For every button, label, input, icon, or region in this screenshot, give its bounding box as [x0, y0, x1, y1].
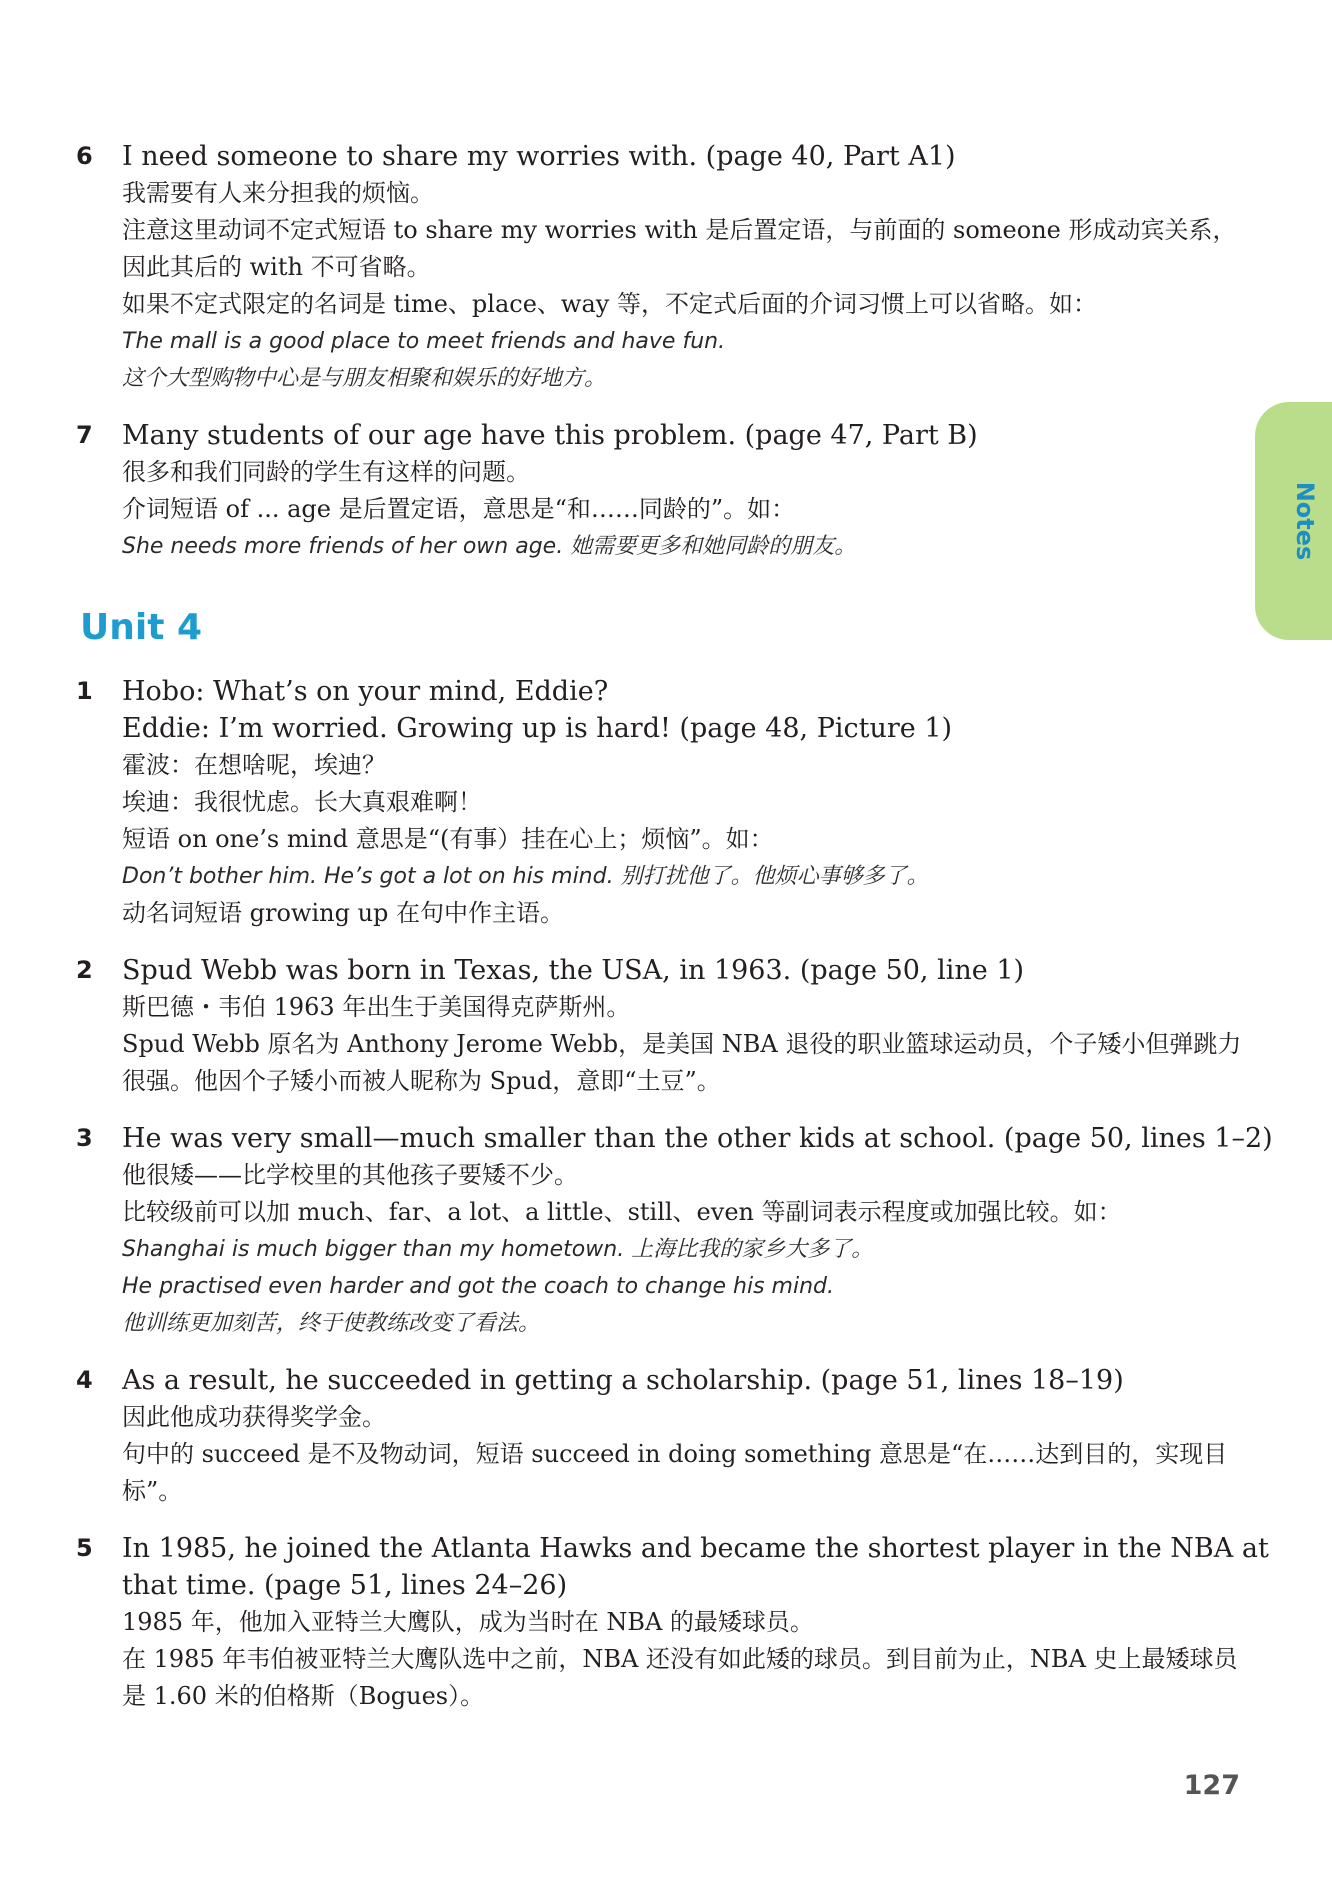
- note-number: 4: [76, 1366, 93, 1394]
- note-explanation: 注意这里动词不定式短语 to share my worries with 是后置定语，与前面的 someone 形成动宾关系，因此其后的 with 不可省略。: [122, 216, 1237, 281]
- note-sentence: that time. (page 51, lines 24–26): [122, 1570, 568, 1601]
- note-sentence: Eddie: I’m worried. Growing up is hard! (page 48, Picture 1): [122, 713, 953, 744]
- note-item: [76, 952, 1256, 1100]
- example-sentence: The mall is a good place to meet friends and have fun.: [122, 329, 726, 354]
- note-sentence: I need someone to share my worries with. (page 40, Part A1): [122, 141, 956, 172]
- note-translation: 埃迪：我很忧虑。长大真艰难啊！: [122, 788, 482, 816]
- note-sentence: He was very small—much smaller than the other kids at school. (page 50, lines 1–2): [122, 1123, 1273, 1154]
- note-translation: 很多和我们同龄的学生有这样的问题。: [122, 458, 530, 486]
- note-explanation: 如果不定式限定的名词是 time、place、way 等，不定式后面的介词习惯上可以省略。如：: [122, 290, 1097, 318]
- note-number: 1: [76, 677, 93, 705]
- note-explanation: 句中的 succeed 是不及物动词，短语 succeed in doing something 意思是“在……达到目的，实现目标”。: [122, 1440, 1228, 1505]
- example-sentence: Don’t bother him. He’s got a lot on his mind. 别打扰他了。他烦心事够多了。: [122, 864, 929, 889]
- note-translation: 霍波：在想啥呢，埃迪？: [122, 751, 386, 779]
- note-number: 3: [76, 1124, 93, 1152]
- note-sentence: In 1985, he joined the Atlanta Hawks and became the shortest player in the NBA at: [122, 1533, 1269, 1564]
- note-sentence: Many students of our age have this problem. (page 47, Part B): [122, 420, 978, 451]
- page-number: 127: [1183, 1770, 1240, 1801]
- note-translation: 斯巴德・韦伯 1963 年出生于美国得克萨斯州。: [122, 993, 631, 1021]
- note-number: 7: [76, 421, 93, 449]
- example-sentence: She needs more friends of her own age. 她需要更多和她同龄的朋友。: [122, 534, 857, 559]
- note-number: 6: [76, 142, 93, 170]
- note-explanation: 介词短语 of ... age 是后置定语，意思是“和……同龄的”。如：: [122, 495, 796, 523]
- note-explanation: 动名词短语 growing up 在句中作主语。: [122, 899, 565, 927]
- note-number: 2: [76, 956, 93, 984]
- notes-tab-label: Notes: [1291, 481, 1319, 561]
- note-item: [76, 138, 1256, 323]
- note-item-continued: [76, 895, 1256, 932]
- note-explanation: 在 1985 年韦伯被亚特兰大鹰队选中之前，NBA 还没有如此矮的球员。到目前为止，NBA 史上最矮球员是 1.60 米的伯格斯（Bogues）。: [122, 1645, 1238, 1710]
- unit-heading: Unit 4: [80, 607, 202, 648]
- note-item: [76, 673, 1256, 858]
- note-explanation: 比较级前可以加 much、far、a lot、a little、still、even 等副词表示程度或加强比较。如：: [122, 1198, 1122, 1226]
- example-translation: 这个大型购物中心是与朋友相聚和娱乐的好地方。: [122, 366, 607, 391]
- note-sentence: Spud Webb was born in Texas, the USA, in 1963. (page 50, line 1): [122, 955, 1025, 986]
- example-sentence: He practised even harder and got the coach to change his mind.: [122, 1274, 834, 1299]
- note-sentence: As a result, he succeeded in getting a scholarship. (page 51, lines 18–19): [122, 1365, 1124, 1396]
- notes-content: [76, 138, 1273, 1715]
- note-explanation: 短语 on one’s mind 意思是“(有事）挂在心上；烦恼”。如：: [122, 825, 774, 853]
- example-sentence: Shanghai is much bigger than my hometown. 上海比我的家乡大多了。: [122, 1237, 874, 1262]
- note-item: [76, 1120, 1273, 1231]
- note-translation: 他很矮——比学校里的其他孩子要矮不少。: [122, 1161, 578, 1189]
- note-item: [76, 1362, 1256, 1510]
- note-sentence: Hobo: What’s on your mind, Eddie?: [122, 676, 609, 707]
- note-translation: 我需要有人来分担我的烦恼。: [122, 179, 434, 207]
- note-explanation: Spud Webb 原名为 Anthony Jerome Webb，是美国 NBA 退役的职业篮球运动员，个子矮小但弹跳力很强。他因个子矮小而被人昵称为 Spud，意即“土豆”。: [122, 1030, 1242, 1095]
- note-translation: 1985 年，他加入亚特兰大鹰队，成为当时在 NBA 的最矮球员。: [122, 1608, 814, 1636]
- note-translation: 因此他成功获得奖学金。: [122, 1403, 386, 1431]
- note-item: [76, 1530, 1269, 1715]
- notes-side-tab: [1255, 402, 1332, 640]
- note-number: 5: [76, 1534, 93, 1562]
- example-translation: 他训练更加刻苦，终于使教练改变了看法。: [122, 1311, 541, 1336]
- note-item: [76, 417, 1256, 528]
